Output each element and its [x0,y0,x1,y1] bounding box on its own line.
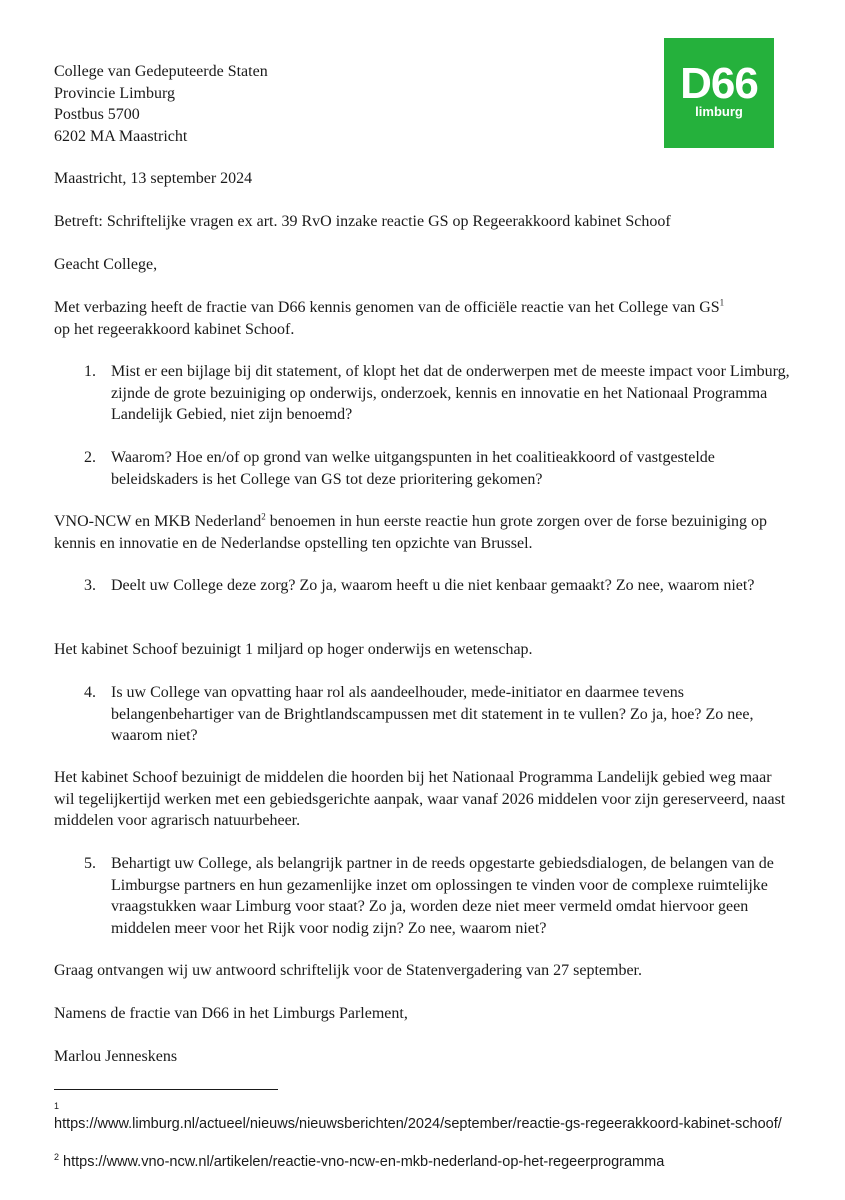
question-number: 5. [84,855,96,872]
intro-text-b: op het regeerakkoord kabinet Schoof. [54,320,295,338]
vno-paragraph [54,511,794,554]
onderwijs-paragraph: Het kabinet Schoof bezuinigt 1 miljard op hoger onderwijs en wetenschap. [54,641,533,658]
footnote-2-link[interactable]: https://www.vno-ncw.nl/artikelen/reactie-vno-ncw-en-mkb-nederland-op-het-regeerprogramma [63,1154,665,1170]
question-text: Waarom? Hoe en/of op grond van welke uitgangspunten in het coalitieakkoord of vastgestelde beleidskaders is het College van GS tot deze prioritering gekomen? [111,449,715,488]
address-line-2: Provincie Limburg [54,84,176,102]
address-line-1: College van Gedeputeerde Staten [54,63,268,80]
address-line-4: 6202 MA Maastricht [54,127,188,145]
question-number: 4. [84,684,96,701]
logo-subtitle: limburg [695,103,743,119]
footnote-ref-1: 1 [719,297,725,308]
question-text: Behartigt uw College, als belangrijk partner in de reeds opgestarte gebiedsdialogen, de belangen van de Limburgse partners en hun gezamenlijke inzet om oplossingen te vinden voor de complexe ruimtelijke vraagstukken waar Limburg voor staat? Zo ja, worden deze niet meer vermeld omdat hiervoor geen middelen meer voor het Rijk voor nodig zijn? Zo nee, waarom niet? [111,855,774,937]
question-text: Deelt uw College deze zorg? Zo ja, waarom heeft u die niet kenbaar gemaakt? Zo nee, waarom niet? [111,577,755,594]
question-5 [84,853,796,939]
closing-paragraph: Graag ontvangen wij uw antwoord schriftelijk voor de Statenvergadering van 27 september. [54,962,642,979]
question-number: 1. [84,363,96,380]
footnote-divider [54,1089,278,1090]
question-number: 2. [84,449,96,466]
question-text: Is uw College van opvatting haar rol als aandeelhouder, mede-initiator en daarmee tevens belangenbehartiger van de Brightlandscampussen met dit statement in te vullen? Zo ja, hoe? Zo nee, waarom niet? [111,684,754,744]
footnote-1-link[interactable]: https://www.limburg.nl/actueel/nieuws/nieuwsberichten/2024/september/reactie-gs-regeerakkoord-kabinet-schoof/ [54,1116,782,1132]
intro-paragraph [54,297,794,340]
npla-paragraph: Het kabinet Schoof bezuinigt de middelen die hoorden bij het Nationaal Programma Landelijk gebied weg maar wil tegelijkertijd werken met een gebiedsgerichte aanpak, waar vanaf 2026 middelen voor zijn gereserveerd, naast middelen voor agrarisch natuurbeheer. [54,769,786,829]
letter-date: Maastricht, 13 september 2024 [54,170,253,187]
question-4 [84,682,796,747]
signature-name: Marlou Jenneskens [54,1048,178,1065]
footnote-2 [54,1153,794,1171]
footnote-2-mark: 2 [54,1152,60,1163]
salutation: Geacht College, [54,256,158,273]
footnote-1 [54,1097,794,1133]
question-3 [84,575,796,597]
recipient-address [54,58,794,147]
logo-wordmark: D66 [680,58,758,108]
letter-subject: Betreft: Schriftelijke vragen ex art. 39 RvO inzake reactie GS op Regeerakkoord kabinet Schoof [54,213,671,230]
question-2 [84,447,796,490]
address-line-3: Postbus 5700 [54,106,140,123]
question-1 [84,361,796,426]
footnote-ref-2: 2 [261,511,266,522]
vno-text-a: VNO-NCW en MKB Nederland [54,513,262,530]
question-text: Mist er een bijlage bij dit statement, of klopt het dat de onderwerpen met de meeste impact voor Limburg, zijnde de grote bezuiniging op onderwijs, onderzoek, kennis en innovatie en het Nationaal Programma Landelijk Gebied, niet zijn benoemd? [111,363,790,423]
intro-text-a: Met verbazing heeft de fractie van D66 kennis genomen van de officiële reactie van het College van GS [54,299,720,316]
vno-text-b: benoemen in hun eerste reactie hun grote zorgen over de forse bezuiniging op kennis en innovatie en de Nederlandse opstelling ten opzichte van Brussel. [54,513,768,552]
question-number: 3. [84,577,96,594]
footnote-1-mark: 1 [54,1101,60,1111]
regards: Namens de fractie van D66 in het Limburgs Parlement, [54,1005,408,1022]
